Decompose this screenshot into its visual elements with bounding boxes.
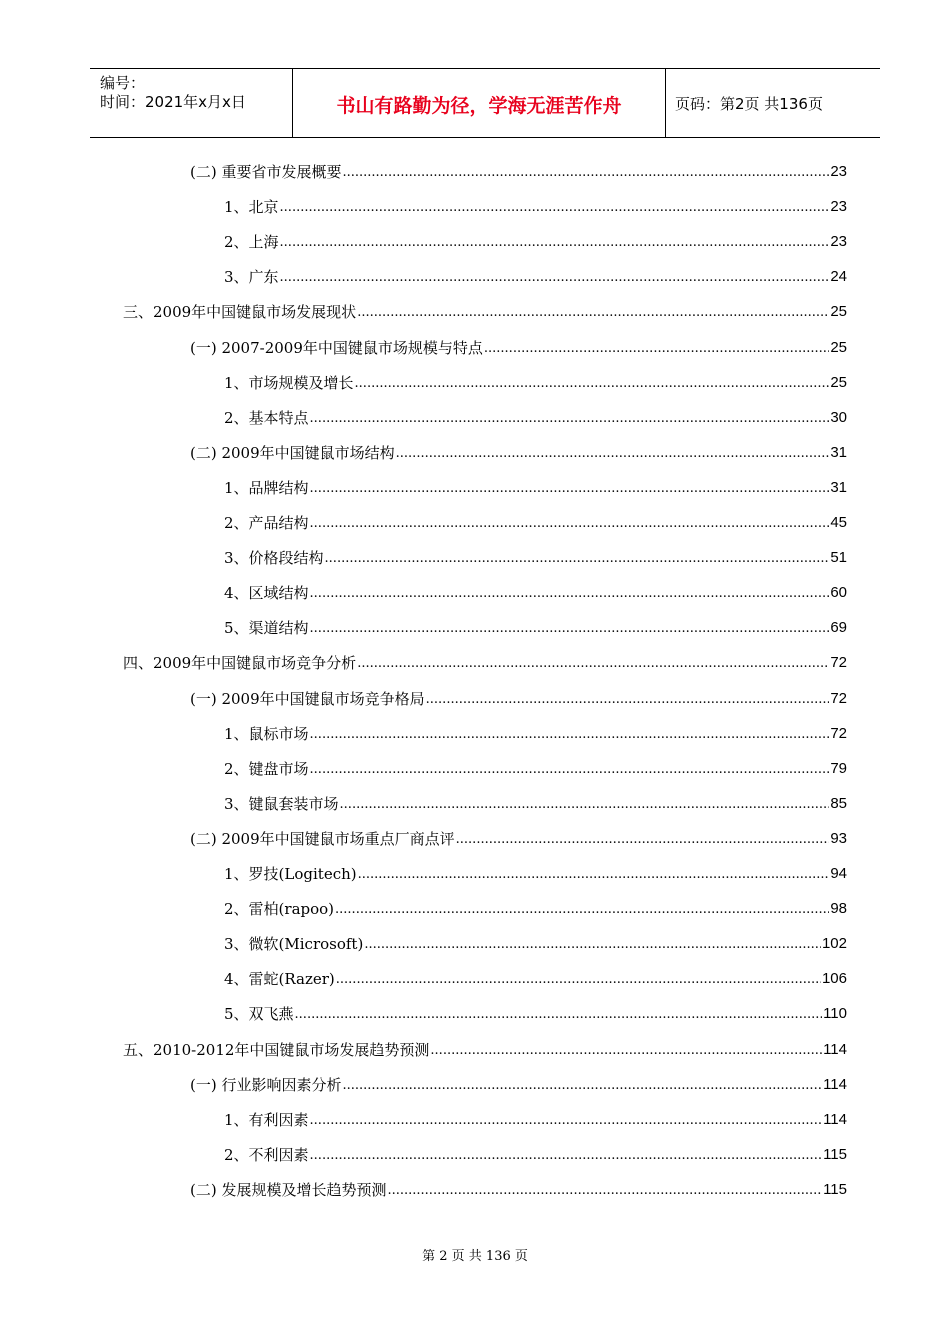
toc-dot-leader	[426, 691, 830, 709]
toc-entry[interactable]	[224, 581, 847, 603]
toc-entry-page-number: 115	[823, 1180, 847, 1198]
toc-entry-page-number: 23	[830, 163, 847, 180]
toc-dot-leader	[310, 585, 830, 603]
toc-entry[interactable]	[224, 967, 847, 989]
toc-entry-page-number: 69	[830, 619, 847, 637]
toc-entry-title: 2、不利因素	[224, 1145, 309, 1164]
toc-entry-page-number: 94	[830, 865, 847, 882]
toc-entry-page-number: 102	[821, 935, 847, 953]
toc-entry-page-number: 79	[830, 759, 847, 777]
toc-entry[interactable]	[224, 546, 847, 568]
toc-entry[interactable]	[190, 1178, 847, 1200]
toc-entry[interactable]	[224, 265, 847, 287]
header-motto: 书山有路勤为径，学海无涯苦作舟	[336, 95, 622, 117]
toc-entry-page-number: 31	[830, 443, 847, 461]
toc-entry-title: 2、键盘市场	[224, 759, 309, 778]
toc-dot-leader	[310, 620, 830, 638]
toc-entry[interactable]	[224, 616, 847, 638]
toc-entry[interactable]	[190, 827, 847, 849]
toc-dot-leader	[280, 199, 830, 217]
toc-entry[interactable]	[224, 195, 847, 217]
toc-entry-title: 1、罗技(Logitech)	[224, 865, 357, 883]
toc-entry-page-number: 24	[830, 268, 847, 286]
toc-dot-leader	[280, 269, 830, 287]
toc-entry-title: (一) 行业影响因素分析	[190, 1075, 342, 1094]
toc-entry-page-number: 51	[830, 549, 847, 567]
toc-entry-title: 1、鼠标市场	[224, 724, 309, 743]
toc-dot-leader	[342, 1077, 822, 1095]
toc-entry[interactable]	[190, 336, 847, 358]
toc-entry-page-number: 72	[830, 689, 847, 707]
document-time-label: 时间：2021年x月x日	[100, 93, 246, 111]
toc-dot-leader	[430, 1042, 822, 1060]
toc-dot-leader	[310, 1147, 823, 1165]
toc-entry-title: 5、双飞燕	[224, 1005, 294, 1024]
toc-entry-title: 4、区域结构	[224, 584, 309, 603]
toc-dot-leader	[295, 1006, 823, 1024]
toc-entry-title: 1、市场规模及增长	[224, 373, 354, 392]
toc-entry[interactable]	[123, 300, 847, 322]
toc-entry[interactable]	[224, 230, 847, 252]
toc-entry[interactable]	[224, 1002, 847, 1024]
toc-entry[interactable]	[224, 476, 847, 498]
toc-entry[interactable]	[123, 651, 847, 673]
toc-dot-leader	[358, 866, 830, 884]
toc-entry-page-number: 98	[830, 900, 847, 918]
toc-entry[interactable]	[224, 511, 847, 533]
page-footer: 第 2 页 共 136 页	[422, 1249, 528, 1264]
toc-entry-title: (二) 发展规模及增长趋势预测	[190, 1180, 387, 1199]
toc-entry-page-number: 45	[830, 514, 847, 531]
toc-dot-leader	[280, 234, 830, 252]
toc-dot-leader	[355, 375, 830, 393]
toc-dot-leader	[340, 796, 830, 814]
toc-entry[interactable]	[224, 371, 847, 393]
toc-entry-title: (二) 2009年中国键鼠市场结构	[190, 443, 395, 462]
toc-entry-page-number: 106	[821, 970, 847, 988]
toc-entry-title: (一) 2009年中国键鼠市场竞争格局	[190, 689, 425, 708]
toc-entry-page-number: 110	[823, 1005, 847, 1023]
header-page-cell	[665, 69, 880, 137]
toc-entry-page-number: 72	[830, 654, 847, 672]
toc-dot-leader	[396, 445, 830, 463]
document-header	[90, 68, 880, 138]
toc-entry-page-number: 30	[830, 408, 847, 426]
toc-dot-leader	[310, 761, 830, 779]
toc-entry-page-number: 31	[830, 478, 847, 496]
toc-entry-title: 2、雷柏(rapoo)	[224, 900, 335, 919]
toc-entry-page-number: 25	[830, 338, 847, 356]
toc-entry-page-number: 25	[830, 373, 847, 391]
header-meta-cell	[90, 69, 292, 137]
toc-entry-title: 5、渠道结构	[224, 619, 309, 638]
toc-dot-leader	[310, 480, 830, 498]
toc-entry-title: 四、2009年中国键鼠市场竞争分析	[123, 654, 357, 673]
toc-entry[interactable]	[224, 932, 847, 954]
toc-entry-title: 3、键鼠套装市场	[224, 794, 339, 813]
header-page-info: 页码：第2页 共136页	[675, 95, 823, 113]
toc-entry[interactable]	[123, 1038, 847, 1060]
toc-entry-title: 2、上海	[224, 233, 279, 252]
toc-entry-title: 1、有利因素	[224, 1110, 309, 1129]
toc-entry[interactable]	[224, 757, 847, 779]
header-motto-cell	[292, 69, 666, 137]
toc-entry-title: (二) 2009年中国键鼠市场重点厂商点评	[190, 829, 455, 848]
toc-dot-leader	[336, 971, 821, 989]
toc-entry[interactable]	[224, 792, 847, 814]
toc-dot-leader	[456, 831, 830, 849]
toc-entry-title: 1、品牌结构	[224, 478, 309, 497]
toc-entry-title: 1、北京	[224, 198, 279, 217]
toc-entry-title: 三、2009年中国键鼠市场发展现状	[123, 303, 357, 322]
toc-entry-title: (一) 2007-2009年中国键鼠市场规模与特点	[190, 338, 483, 357]
toc-dot-leader	[335, 901, 829, 919]
toc-entry-page-number: 115	[823, 1145, 847, 1163]
toc-dot-leader	[310, 726, 830, 744]
toc-entry-page-number: 93	[830, 829, 847, 847]
toc-entry[interactable]	[190, 1073, 847, 1095]
toc-dot-leader	[387, 1182, 822, 1200]
toc-entry-page-number: 23	[830, 198, 847, 216]
toc-dot-leader	[310, 410, 830, 428]
toc-entry-page-number: 114	[823, 1075, 847, 1093]
toc-entry-title: 3、广东	[224, 268, 279, 287]
toc-entry-title: 2、基本特点	[224, 408, 309, 427]
toc-dot-leader	[342, 164, 829, 182]
toc-entry[interactable]	[224, 722, 847, 744]
toc-dot-leader	[484, 340, 829, 358]
toc-entry[interactable]	[190, 687, 847, 709]
toc-entry[interactable]	[224, 1143, 847, 1165]
toc-entry-title: 3、价格段结构	[224, 549, 324, 568]
toc-dot-leader	[310, 1112, 823, 1130]
toc-entry-title: 2、产品结构	[224, 514, 309, 532]
toc-entry-title: 五、2010-2012年中国键鼠市场发展趋势预测	[123, 1040, 430, 1059]
toc-dot-leader	[357, 304, 829, 322]
toc-entry-page-number: 85	[830, 794, 847, 812]
toc-entry-page-number: 114	[823, 1110, 847, 1128]
toc-entry[interactable]	[190, 441, 847, 463]
toc-dot-leader	[310, 515, 830, 533]
toc-entry-page-number: 114	[823, 1040, 847, 1058]
toc-entry-title: (二) 重要省市发展概要	[190, 163, 342, 181]
toc-entry-page-number: 25	[830, 303, 847, 321]
document-number-label: 编号：	[100, 74, 146, 92]
toc-entry[interactable]	[224, 406, 847, 428]
toc-entry-page-number: 60	[830, 584, 847, 602]
toc-entry-page-number: 23	[830, 233, 847, 251]
toc-entry[interactable]	[190, 160, 847, 182]
toc-dot-leader	[357, 655, 829, 673]
toc-entry-page-number: 72	[830, 724, 847, 742]
toc-entry[interactable]	[224, 897, 847, 919]
toc-entry-title: 3、微软(Microsoft)	[224, 935, 364, 954]
toc-dot-leader	[364, 936, 821, 954]
toc-dot-leader	[325, 550, 830, 568]
toc-entry[interactable]	[224, 1108, 847, 1130]
toc-entry-title: 4、雷蛇(Razer)	[224, 970, 335, 989]
toc-entry[interactable]	[224, 862, 847, 884]
